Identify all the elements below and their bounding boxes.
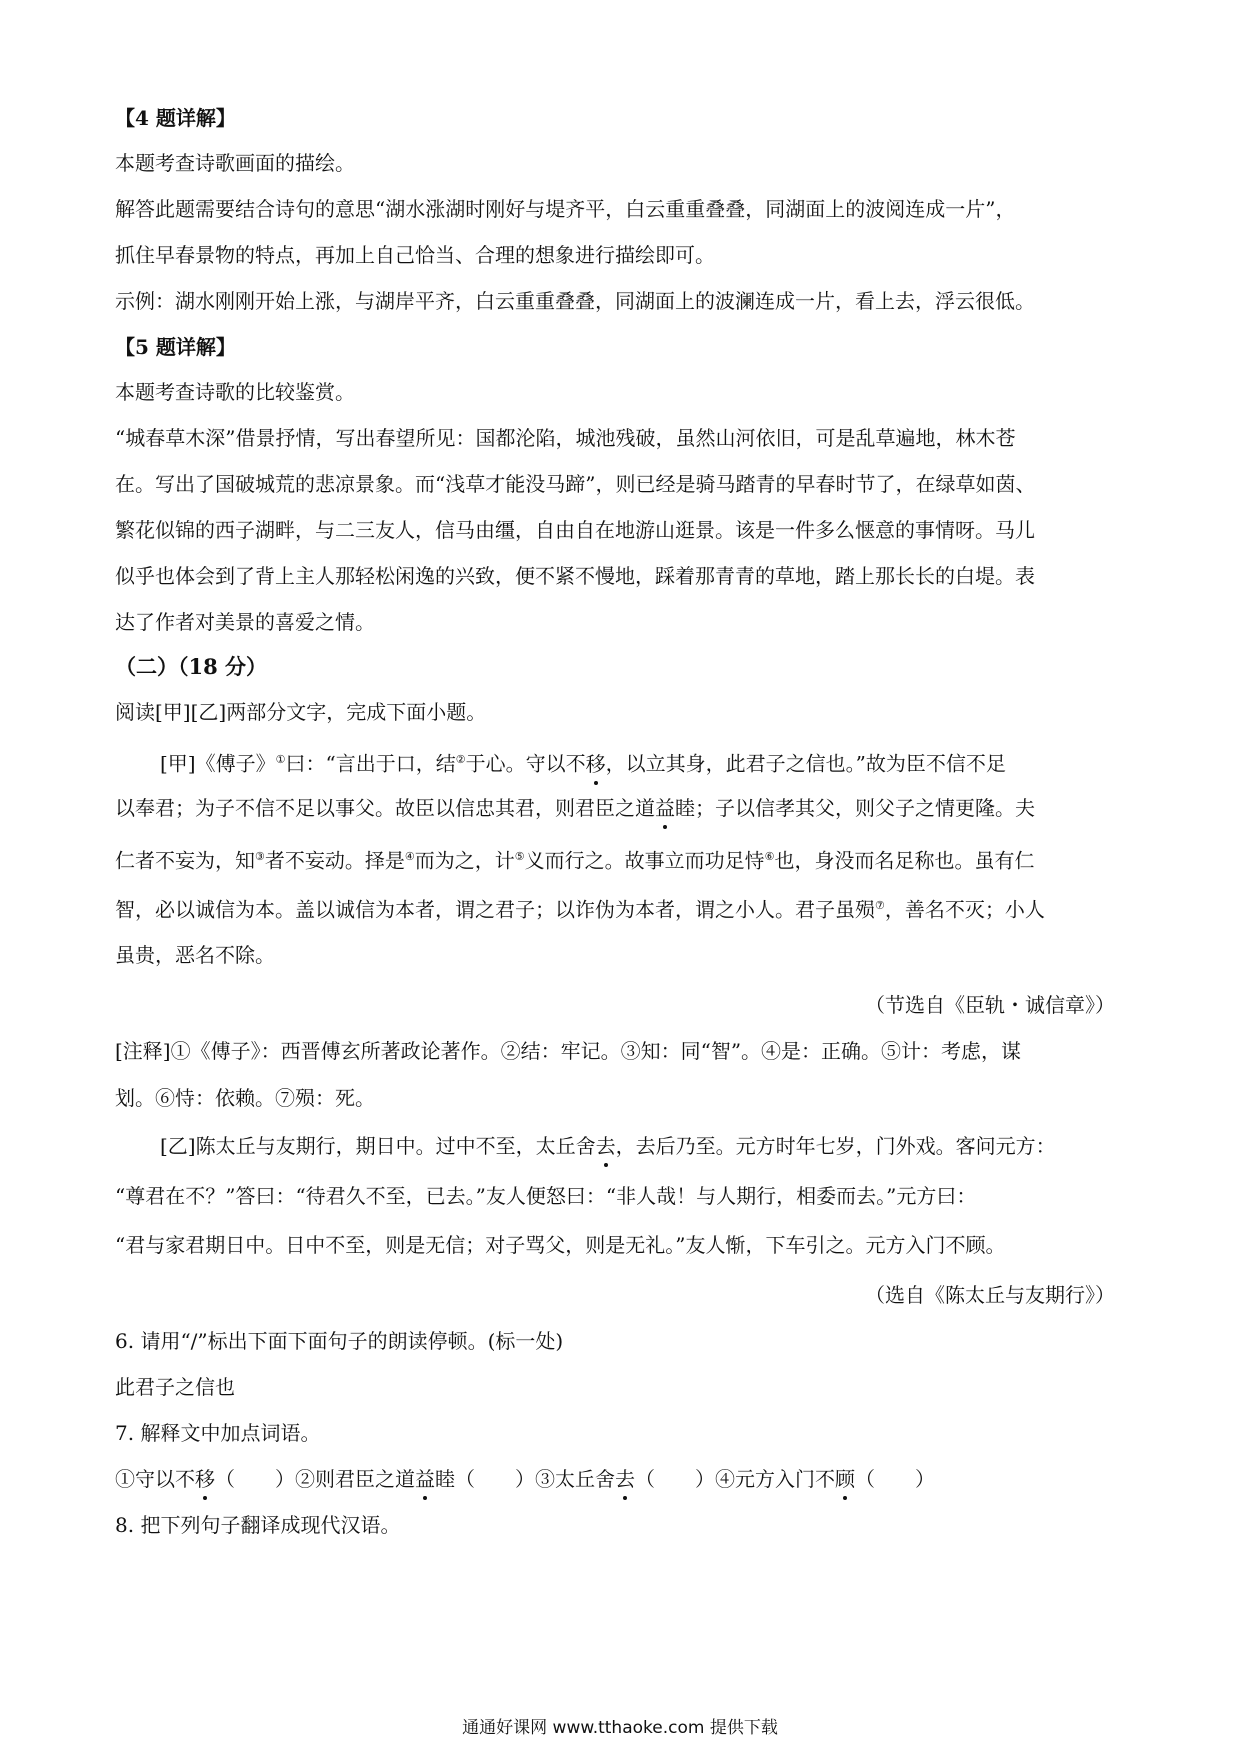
q5-line-2: 在。写出了国破城荒的悲凉景象。而“浅草才能没马蹄”，则已经是骑马踏青的早春时节了，在绿草如茵、 bbox=[115, 472, 1036, 496]
q5-line-5: 达了作者对美景的喜爱之情。 bbox=[115, 610, 375, 634]
q6-sentence: 此君子之信也 bbox=[115, 1375, 235, 1399]
passage-yi-line-3: “君与家君期日中。日中不至，则是无信；对子骂父，则是无礼。”友人惭，下车引之。元方入门不顾。 bbox=[115, 1233, 1006, 1257]
q6-title: 6. 请用“/”标出下面下面句子的朗读停顿。(标一处) bbox=[115, 1329, 564, 1353]
q4-paragraph-2: 解答此题需要结合诗句的意思“湖水涨湖时刚好与堤齐平，白云重重叠叠，同湖面上的波阅连成一片”， bbox=[115, 197, 1016, 221]
passage-jia-line-3: 仁者不妄为，知③者不妄动。择是④而为之，计⑤义而行之。故事立而功足恃⑥也，身没而名足称也。虽有仁 bbox=[115, 848, 1035, 873]
q5-line-3: 繁花似锦的西子湖畔，与二三友人，信马由缰，自由自在地游山逛景。该是一件多么惬意的事情呀。马儿 bbox=[115, 518, 1035, 542]
section-2-title: （二）（18 分） bbox=[115, 654, 268, 679]
passage-jia-source: （节选自《臣轨・诚信章》） bbox=[865, 993, 1115, 1017]
q5-paragraph-1: 本题考查诗歌的比较鉴赏。 bbox=[115, 380, 355, 404]
passage-yi-line-1: [乙]陈太丘与友期行，期日中。过中不至，太丘舍去，去后乃至。元方时年七岁，门外戏。客问元方： bbox=[160, 1131, 1056, 1161]
emphasis-word-qu: 去 bbox=[596, 1131, 616, 1161]
passage-jia-line-5: 虽贵，恶名不除。 bbox=[115, 943, 275, 967]
q8-title: 8. 把下列句子翻译成现代汉语。 bbox=[115, 1513, 401, 1537]
q7-emphasis-qu: 去 bbox=[615, 1464, 635, 1494]
q7-items: ①守以不移（ ）②则君臣之道益睦（ ）③太丘舍去（ ）④元方入门不顾（ ） bbox=[115, 1464, 935, 1494]
notes-line-1: [注释]①《傅子》：西晋傅玄所著政论著作。②结：牢记。③知：同“智”。④是：正确。⑤计：考虑，谋 bbox=[115, 1039, 1022, 1063]
q5-line-1: “城春草木深”借景抒情，写出春望所见：国都沦陷，城池残破，虽然山河依旧，可是乱草遍地，林木苍 bbox=[115, 426, 1016, 450]
notes-line-2: 划。⑥恃：依赖。⑦殒：死。 bbox=[115, 1086, 375, 1110]
passage-jia-line-1: [甲]《傅子》①曰：“言出于口，结②于心。守以不移，以立其身，此君子之信也。”故为臣不信不足 bbox=[160, 745, 1006, 779]
q7-emphasis-yi-2: 益 bbox=[415, 1464, 435, 1494]
section-2-instruction: 阅读[甲][乙]两部分文字，完成下面小题。 bbox=[115, 700, 487, 724]
q7-emphasis-gu: 顾 bbox=[835, 1464, 855, 1494]
q4-header: 【4 题详解】 bbox=[115, 106, 236, 130]
passage-yi-source: （选自《陈太丘与友期行》） bbox=[865, 1283, 1115, 1307]
emphasis-word-yi-2: 益 bbox=[655, 793, 675, 823]
emphasis-word-yi: 移 bbox=[586, 749, 606, 779]
q5-line-4: 似乎也体会到了背上主人那轻松闲逸的兴致，便不紧不慢地，踩着那青青的草地，踏上那长长的白堤。表 bbox=[115, 564, 1035, 588]
passage-yi-line-2: “尊君在不？”答曰：“待君久不至，已去。”友人便怒曰：“非人哉！与人期行，相委而去。”元方曰： bbox=[115, 1184, 977, 1208]
page-footer: 通通好课网 www.tthaoke.com 提供下载 bbox=[462, 1718, 778, 1738]
q7-emphasis-yi: 移 bbox=[195, 1464, 215, 1494]
passage-jia-line-2: 以奉君；为子不信不足以事父。故臣以信忠其君，则君臣之道益睦；子以信孝其父，则父子之情更隆。夫 bbox=[115, 793, 1035, 823]
q4-example: 示例：湖水刚刚开始上涨，与湖岸平齐，白云重重叠叠，同湖面上的波澜连成一片，看上去，浮云很低。 bbox=[115, 289, 1035, 313]
passage-jia-line-4: 智，必以诚信为本。盖以诚信为本者，谓之君子；以诈伪为本者，谓之小人。君子虽殒⑦，善名不灭；小人 bbox=[115, 897, 1045, 922]
q7-title: 7. 解释文中加点词语。 bbox=[115, 1421, 321, 1445]
q5-header: 【5 题详解】 bbox=[115, 335, 236, 359]
q4-paragraph-1: 本题考查诗歌画面的描绘。 bbox=[115, 151, 355, 175]
q4-paragraph-3: 抓住早春景物的特点，再加上自己恰当、合理的想象进行描绘即可。 bbox=[115, 243, 715, 267]
